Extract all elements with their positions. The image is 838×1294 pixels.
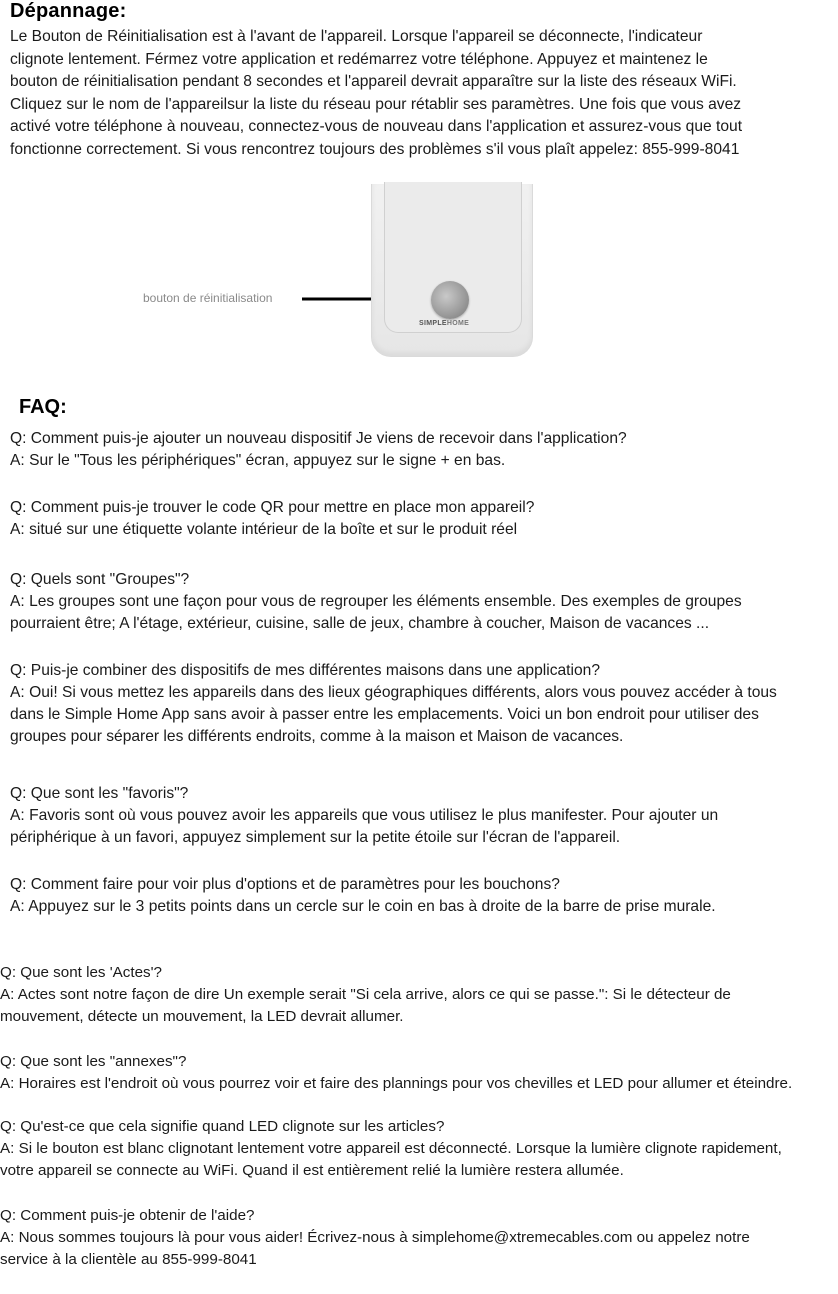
faq-item	[0, 1116, 782, 1182]
faq-answer: A: Si le bouton est blanc clignotant lentement votre appareil est déconnecté. Lorsque la lumière clignote rapidement,	[0, 1140, 782, 1157]
faq-question: Q: Que sont les 'Actes'?	[0, 964, 162, 981]
faq-answer: dans le Simple Home App sans avoir à passer entre les emplacements. Voici un bon endroit pour utiliser des	[10, 706, 759, 723]
faq-item	[10, 660, 777, 748]
reset-button-label: bouton de réinitialisation	[143, 291, 273, 305]
paragraph-line: fonctionne correctement. Si vous rencontrez toujours des problèmes s'il vous plaît appelez: 855-999-8041	[10, 140, 740, 158]
brand-home: HOME	[446, 320, 470, 327]
faq-answer: A: Appuyez sur le 3 petits points dans un cercle sur le coin en bas à droite de la barre de prise murale.	[10, 898, 716, 915]
device-body	[371, 184, 533, 357]
reset-button-icon	[431, 281, 469, 319]
faq-question: Q: Comment puis-je trouver le code QR pour mettre en place mon appareil?	[10, 499, 535, 516]
faq-question: Q: Puis-je combiner des dispositifs de mes différentes maisons dans une application?	[10, 662, 600, 679]
faq-answer: votre appareil se connecte au WiFi. Quand il est entièrement relié la lumière restera allumée.	[0, 1162, 624, 1179]
faq-item	[10, 497, 534, 541]
faq-question: Q: Quels sont "Groupes"?	[10, 571, 190, 588]
faq-answer: A: situé sur une étiquette volante intérieur de la boîte et sur le produit réel	[10, 521, 518, 538]
troubleshooting-title: Dépannage:	[10, 0, 127, 22]
faq-item	[10, 569, 742, 635]
faq-item	[10, 783, 718, 849]
faq-item	[0, 1205, 750, 1271]
faq-question: Q: Que sont les "annexes"?	[0, 1053, 187, 1070]
faq-answer: mouvement, détecte un mouvement, la LED devrait allumer.	[0, 1008, 404, 1025]
paragraph-line: bouton de réinitialisation pendant 8 secondes et l'appareil devrait apparaître sur la liste des réseaux WiFi.	[10, 73, 737, 91]
brand-simple: SIMPLE	[419, 320, 447, 327]
faq-answer: A: Les groupes sont une façon pour vous de regrouper les éléments ensemble. Des exemples de groupes	[10, 593, 742, 610]
faq-answer: A: Nous sommes toujours là pour vous aider! Écrivez-nous à simplehome@xtremecables.com ou appelez notre	[0, 1229, 750, 1246]
faq-item	[0, 962, 731, 1028]
faq-question: Q: Comment puis-je obtenir de l'aide?	[0, 1207, 255, 1224]
faq-question: Q: Comment puis-je ajouter un nouveau dispositif Je viens de recevoir dans l'application?	[10, 430, 627, 447]
faq-item	[0, 1051, 792, 1095]
device-illustration	[0, 188, 838, 366]
faq-answer: périphérique à un favori, appuyez simplement sur la petite étoile sur l'écran de l'appareil.	[10, 829, 621, 846]
faq-answer: A: Horaires est l'endroit où vous pourrez voir et faire des plannings pour vos chevilles et LED pour allumer et éteindre.	[0, 1075, 793, 1092]
faq-item	[10, 428, 627, 472]
faq-answer: A: Oui! Si vous mettez les appareils dans des lieux géographiques différents, alors vous pouvez accéder à tous	[10, 684, 777, 701]
faq-question: Q: Que sont les "favoris"?	[10, 785, 189, 802]
brand-logo	[419, 320, 469, 327]
paragraph-line: activé votre téléphone à nouveau, connectez-vous de nouveau dans l'application et assurez-vous que tout	[10, 118, 743, 136]
faq-answer: A: Actes sont notre façon de dire Un exemple serait "Si cela arrive, alors ce qui se passe.": Si le détecteur de	[0, 986, 731, 1003]
faq-answer: groupes pour séparer les différents endroits, comme à la maison et Maison de vacances.	[10, 728, 624, 745]
faq-item	[10, 874, 716, 918]
faq-question: Q: Comment faire pour voir plus d'options et de paramètres pour les bouchons?	[10, 876, 560, 893]
faq-answer: service à la clientèle au 855-999-8041	[0, 1251, 257, 1268]
faq-question: Q: Qu'est-ce que cela signifie quand LED clignote sur les articles?	[0, 1118, 445, 1135]
paragraph-line: Le Bouton de Réinitialisation est à l'avant de l'appareil. Lorsque l'appareil se déconnecte, l'indicateur	[10, 28, 703, 45]
faq-answer: A: Favoris sont où vous pouvez avoir les appareils que vous utilisez le plus manifester. Pour ajouter un	[10, 807, 719, 824]
faq-title: FAQ:	[19, 396, 67, 418]
faq-answer: A: Sur le "Tous les périphériques" écran, appuyez sur le signe + en bas.	[10, 452, 506, 469]
paragraph-line: Cliquez sur le nom de l'appareilsur la liste du réseau pour rétablir ses paramètres. Une fois que vous avez	[10, 95, 742, 113]
troubleshooting-paragraph	[10, 26, 834, 162]
paragraph-line: clignote lentement. Férmez votre application et redémarrez votre téléphone. Appuyez et maintenez le	[10, 50, 708, 68]
faq-answer: pourraient être; A l'étage, extérieur, cuisine, salle de jeux, chambre à coucher, Maison de vacances ...	[10, 615, 710, 632]
